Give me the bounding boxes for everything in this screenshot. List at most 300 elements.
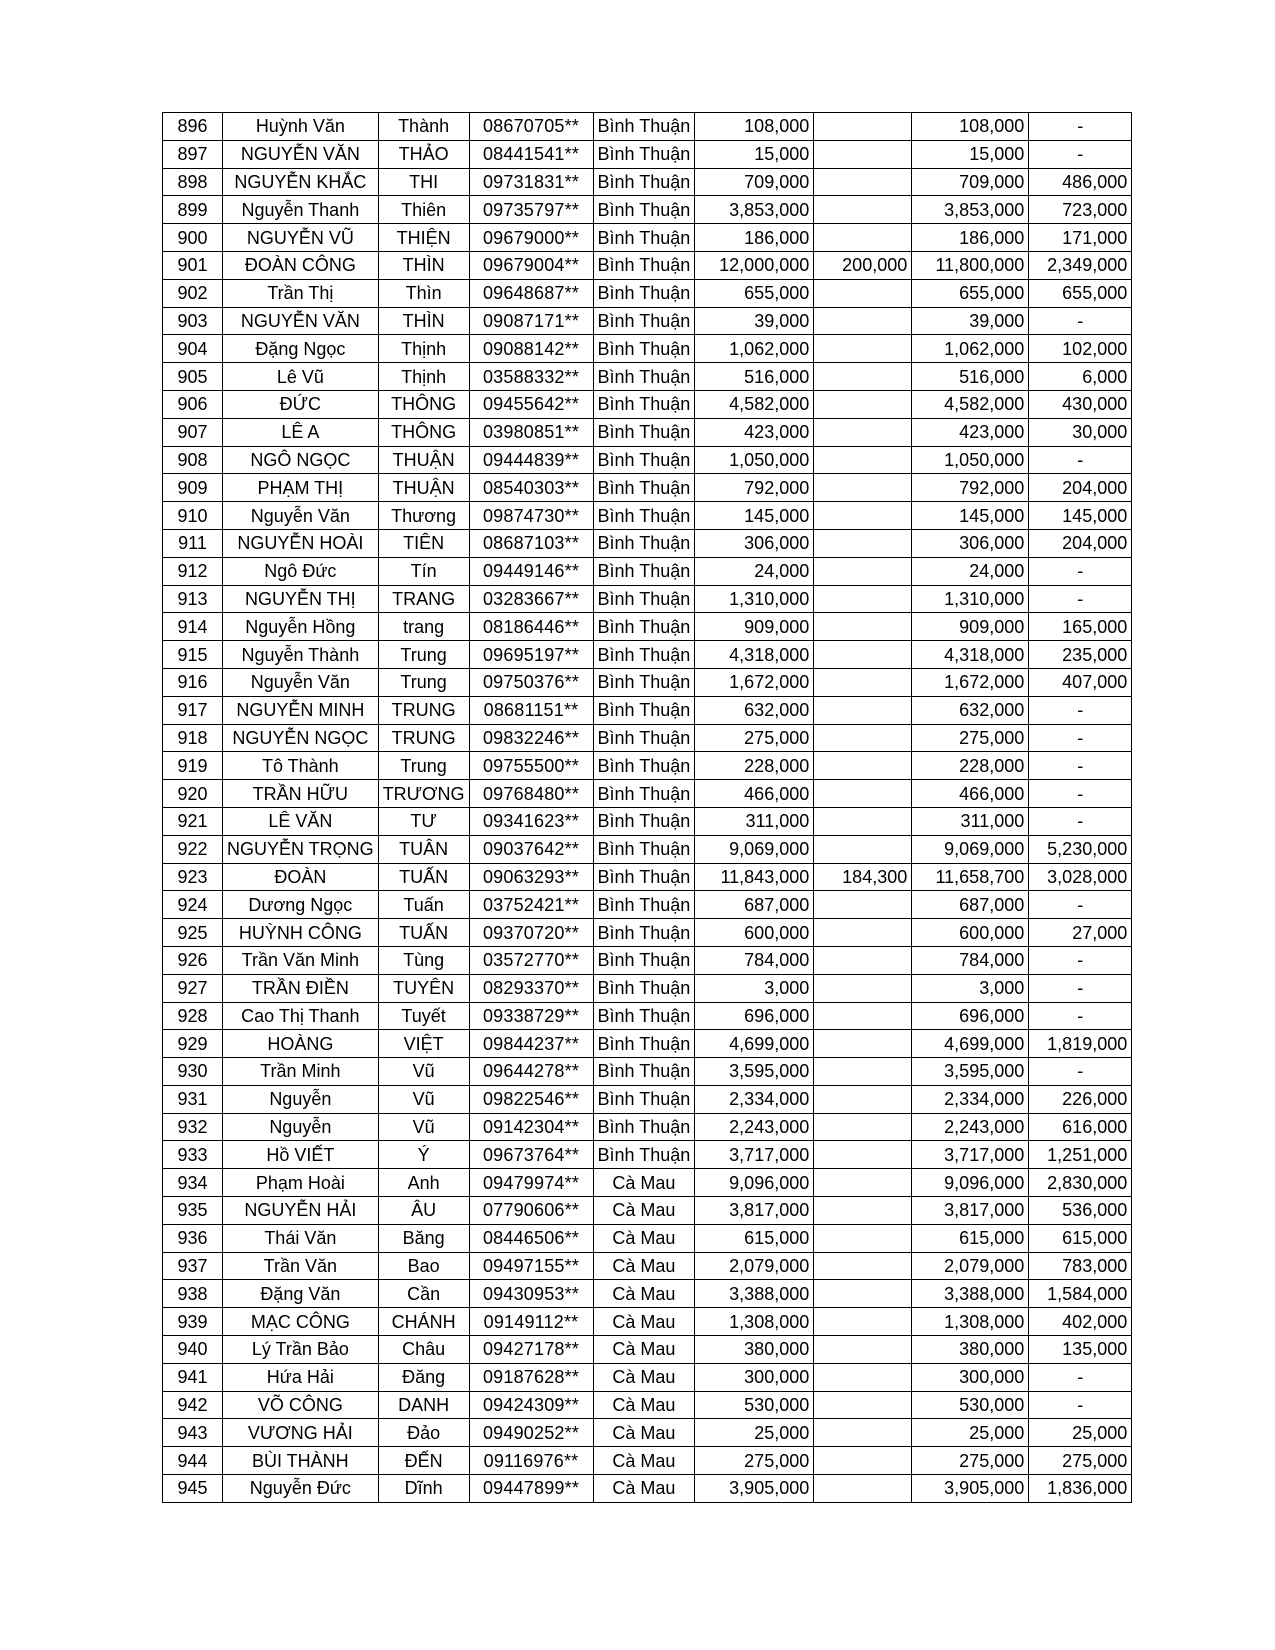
amount-remaining-cell: 171,000: [1029, 224, 1132, 252]
amount-total-cell: 24,000: [695, 557, 814, 585]
amount-total-cell: 4,699,000: [695, 1030, 814, 1058]
first-name-cell: Thiên: [378, 196, 469, 224]
first-name-cell: THÔNG: [378, 418, 469, 446]
amount-deducted-cell: [814, 168, 912, 196]
row-number-cell: 905: [163, 363, 223, 391]
phone-number-cell: 09447899**: [469, 1475, 593, 1503]
phone-number-cell: 09695197**: [469, 641, 593, 669]
table-row: [163, 1224, 1132, 1252]
amount-remaining-cell: -: [1029, 113, 1132, 141]
phone-number-cell: 09479974**: [469, 1169, 593, 1197]
table-row: [163, 113, 1132, 141]
phone-number-cell: 09142304**: [469, 1113, 593, 1141]
province-cell: Bình Thuận: [593, 919, 695, 947]
last-middle-name-cell: Đặng Ngọc: [223, 335, 379, 363]
amount-deducted-cell: [814, 335, 912, 363]
amount-total-cell: 3,595,000: [695, 1058, 814, 1086]
first-name-cell: THÔNG: [378, 390, 469, 418]
amount-remaining-cell: -: [1029, 946, 1132, 974]
amount-remaining-cell: 102,000: [1029, 335, 1132, 363]
province-cell: Bình Thuận: [593, 1002, 695, 1030]
amount-remaining-cell: 1,836,000: [1029, 1475, 1132, 1503]
amount-total-cell: 600,000: [695, 919, 814, 947]
amount-remaining-cell: -: [1029, 585, 1132, 613]
row-number-cell: 899: [163, 196, 223, 224]
table-row: [163, 1280, 1132, 1308]
amount-remaining-cell: 30,000: [1029, 418, 1132, 446]
amount-net-cell: 615,000: [912, 1224, 1029, 1252]
phone-number-cell: 09338729**: [469, 1002, 593, 1030]
amount-total-cell: 3,388,000: [695, 1280, 814, 1308]
amount-net-cell: 655,000: [912, 279, 1029, 307]
table-row: [163, 1197, 1132, 1225]
first-name-cell: Thịnh: [378, 363, 469, 391]
first-name-cell: TƯ: [378, 807, 469, 835]
amount-net-cell: 3,388,000: [912, 1280, 1029, 1308]
amount-remaining-cell: 723,000: [1029, 196, 1132, 224]
phone-number-cell: 09679000**: [469, 224, 593, 252]
amount-remaining-cell: -: [1029, 1002, 1132, 1030]
amount-total-cell: 784,000: [695, 946, 814, 974]
amount-total-cell: 466,000: [695, 780, 814, 808]
amount-remaining-cell: 27,000: [1029, 919, 1132, 947]
amount-remaining-cell: 165,000: [1029, 613, 1132, 641]
row-number-cell: 911: [163, 529, 223, 557]
last-middle-name-cell: HUỲNH CÔNG: [223, 919, 379, 947]
amount-total-cell: 145,000: [695, 502, 814, 530]
amount-net-cell: 709,000: [912, 168, 1029, 196]
row-number-cell: 936: [163, 1224, 223, 1252]
amount-net-cell: 2,079,000: [912, 1252, 1029, 1280]
last-middle-name-cell: LÊ A: [223, 418, 379, 446]
amount-total-cell: 1,310,000: [695, 585, 814, 613]
first-name-cell: CHÁNH: [378, 1308, 469, 1336]
table-row: [163, 390, 1132, 418]
amount-remaining-cell: 402,000: [1029, 1308, 1132, 1336]
amount-net-cell: 909,000: [912, 613, 1029, 641]
last-middle-name-cell: NGUYỄN HẢI: [223, 1197, 379, 1225]
phone-number-cell: 08687103**: [469, 529, 593, 557]
amount-deducted-cell: [814, 196, 912, 224]
province-cell: Bình Thuận: [593, 1141, 695, 1169]
province-cell: Bình Thuận: [593, 474, 695, 502]
amount-remaining-cell: -: [1029, 140, 1132, 168]
amount-net-cell: 632,000: [912, 696, 1029, 724]
amount-remaining-cell: 204,000: [1029, 529, 1132, 557]
amount-net-cell: 275,000: [912, 1447, 1029, 1475]
table-row: [163, 891, 1132, 919]
first-name-cell: TUẤN: [378, 863, 469, 891]
province-cell: Bình Thuận: [593, 613, 695, 641]
last-middle-name-cell: MẠC CÔNG: [223, 1308, 379, 1336]
first-name-cell: Ý: [378, 1141, 469, 1169]
last-middle-name-cell: HOÀNG: [223, 1030, 379, 1058]
amount-deducted-cell: [814, 446, 912, 474]
amount-net-cell: 25,000: [912, 1419, 1029, 1447]
row-number-cell: 944: [163, 1447, 223, 1475]
first-name-cell: Thịnh: [378, 335, 469, 363]
amount-remaining-cell: -: [1029, 974, 1132, 1002]
amount-total-cell: 1,672,000: [695, 668, 814, 696]
province-cell: Bình Thuận: [593, 974, 695, 1002]
last-middle-name-cell: LÊ VĂN: [223, 807, 379, 835]
first-name-cell: Anh: [378, 1169, 469, 1197]
last-middle-name-cell: PHẠM THỊ: [223, 474, 379, 502]
province-cell: Cà Mau: [593, 1308, 695, 1336]
row-number-cell: 933: [163, 1141, 223, 1169]
amount-net-cell: 784,000: [912, 946, 1029, 974]
amount-deducted-cell: [814, 307, 912, 335]
table-row: [163, 446, 1132, 474]
row-number-cell: 940: [163, 1336, 223, 1364]
amount-remaining-cell: 616,000: [1029, 1113, 1132, 1141]
phone-number-cell: 08186446**: [469, 613, 593, 641]
last-middle-name-cell: Nguyễn Đức: [223, 1475, 379, 1503]
amount-remaining-cell: -: [1029, 1363, 1132, 1391]
table-row: [163, 224, 1132, 252]
last-middle-name-cell: NGUYỄN MINH: [223, 696, 379, 724]
table-row: [163, 1336, 1132, 1364]
phone-number-cell: 09731831**: [469, 168, 593, 196]
amount-net-cell: 15,000: [912, 140, 1029, 168]
province-cell: Bình Thuận: [593, 863, 695, 891]
first-name-cell: Đảo: [378, 1419, 469, 1447]
first-name-cell: THUẬN: [378, 446, 469, 474]
amount-total-cell: 1,062,000: [695, 335, 814, 363]
amount-total-cell: 275,000: [695, 724, 814, 752]
phone-number-cell: 03283667**: [469, 585, 593, 613]
amount-remaining-cell: 5,230,000: [1029, 835, 1132, 863]
amount-total-cell: 25,000: [695, 1419, 814, 1447]
amount-deducted-cell: [814, 1280, 912, 1308]
amount-total-cell: 530,000: [695, 1391, 814, 1419]
province-cell: Cà Mau: [593, 1336, 695, 1364]
row-number-cell: 945: [163, 1475, 223, 1503]
province-cell: Bình Thuận: [593, 1030, 695, 1058]
province-cell: Cà Mau: [593, 1280, 695, 1308]
amount-deducted-cell: [814, 780, 912, 808]
row-number-cell: 934: [163, 1169, 223, 1197]
table-row: [163, 1475, 1132, 1503]
row-number-cell: 926: [163, 946, 223, 974]
province-cell: Cà Mau: [593, 1197, 695, 1225]
amount-net-cell: 516,000: [912, 363, 1029, 391]
last-middle-name-cell: Nguyễn Hồng: [223, 613, 379, 641]
amount-deducted-cell: [814, 1475, 912, 1503]
row-number-cell: 918: [163, 724, 223, 752]
table-row: [163, 946, 1132, 974]
amount-net-cell: 3,905,000: [912, 1475, 1029, 1503]
last-middle-name-cell: NGUYỄN THỊ: [223, 585, 379, 613]
row-number-cell: 922: [163, 835, 223, 863]
row-number-cell: 935: [163, 1197, 223, 1225]
last-middle-name-cell: VƯƠNG HẢI: [223, 1419, 379, 1447]
table-row: [163, 807, 1132, 835]
phone-number-cell: 09116976**: [469, 1447, 593, 1475]
phone-number-cell: 09735797**: [469, 196, 593, 224]
row-number-cell: 900: [163, 224, 223, 252]
amount-deducted-cell: [814, 474, 912, 502]
amount-net-cell: 3,717,000: [912, 1141, 1029, 1169]
amount-net-cell: 3,595,000: [912, 1058, 1029, 1086]
phone-number-cell: 09822546**: [469, 1085, 593, 1113]
amount-remaining-cell: -: [1029, 446, 1132, 474]
table-body: [163, 113, 1132, 1503]
phone-number-cell: 03572770**: [469, 946, 593, 974]
first-name-cell: THÌN: [378, 307, 469, 335]
table-row: [163, 724, 1132, 752]
table-row: [163, 1419, 1132, 1447]
first-name-cell: VIỆT: [378, 1030, 469, 1058]
amount-net-cell: 300,000: [912, 1363, 1029, 1391]
amount-deducted-cell: [814, 946, 912, 974]
amount-net-cell: 1,308,000: [912, 1308, 1029, 1336]
amount-deducted-cell: [814, 1363, 912, 1391]
phone-number-cell: 09187628**: [469, 1363, 593, 1391]
table-row: [163, 529, 1132, 557]
last-middle-name-cell: NGUYỄN VŨ: [223, 224, 379, 252]
row-number-cell: 931: [163, 1085, 223, 1113]
amount-deducted-cell: [814, 1419, 912, 1447]
table-row: [163, 752, 1132, 780]
province-cell: Bình Thuận: [593, 724, 695, 752]
amount-remaining-cell: -: [1029, 557, 1132, 585]
phone-number-cell: 09449146**: [469, 557, 593, 585]
last-middle-name-cell: NGUYỄN VĂN: [223, 307, 379, 335]
amount-total-cell: 306,000: [695, 529, 814, 557]
table-row: [163, 1363, 1132, 1391]
province-cell: Bình Thuận: [593, 557, 695, 585]
amount-net-cell: 11,658,700: [912, 863, 1029, 891]
province-cell: Bình Thuận: [593, 140, 695, 168]
first-name-cell: Vũ: [378, 1113, 469, 1141]
row-number-cell: 932: [163, 1113, 223, 1141]
province-cell: Bình Thuận: [593, 891, 695, 919]
amount-deducted-cell: [814, 1002, 912, 1030]
province-cell: Bình Thuận: [593, 113, 695, 141]
amount-deducted-cell: [814, 1058, 912, 1086]
amount-net-cell: 39,000: [912, 307, 1029, 335]
last-middle-name-cell: TRẦN ĐIỀN: [223, 974, 379, 1002]
last-middle-name-cell: Phạm Hoài: [223, 1169, 379, 1197]
table-row: [163, 307, 1132, 335]
phone-number-cell: 09644278**: [469, 1058, 593, 1086]
table-row: [163, 1252, 1132, 1280]
first-name-cell: ĐẾN: [378, 1447, 469, 1475]
row-number-cell: 919: [163, 752, 223, 780]
first-name-cell: Trung: [378, 752, 469, 780]
last-middle-name-cell: Hồ VIẾT: [223, 1141, 379, 1169]
phone-number-cell: 09673764**: [469, 1141, 593, 1169]
amount-remaining-cell: 615,000: [1029, 1224, 1132, 1252]
amount-total-cell: 2,243,000: [695, 1113, 814, 1141]
amount-deducted-cell: [814, 363, 912, 391]
amount-remaining-cell: 226,000: [1029, 1085, 1132, 1113]
amount-deducted-cell: [814, 1447, 912, 1475]
row-number-cell: 938: [163, 1280, 223, 1308]
amount-deducted-cell: [814, 807, 912, 835]
amount-total-cell: 696,000: [695, 1002, 814, 1030]
last-middle-name-cell: NGUYỄN KHẮC: [223, 168, 379, 196]
first-name-cell: THUẬN: [378, 474, 469, 502]
table-row: [163, 974, 1132, 1002]
phone-number-cell: 08681151**: [469, 696, 593, 724]
province-cell: Cà Mau: [593, 1169, 695, 1197]
amount-deducted-cell: [814, 724, 912, 752]
last-middle-name-cell: ĐOÀN CÔNG: [223, 251, 379, 279]
amount-deducted-cell: [814, 113, 912, 141]
amount-total-cell: 2,079,000: [695, 1252, 814, 1280]
amount-deducted-cell: [814, 1030, 912, 1058]
province-cell: Bình Thuận: [593, 752, 695, 780]
phone-number-cell: 09455642**: [469, 390, 593, 418]
amount-total-cell: 380,000: [695, 1336, 814, 1364]
table-row: [163, 168, 1132, 196]
amount-net-cell: 186,000: [912, 224, 1029, 252]
row-number-cell: 915: [163, 641, 223, 669]
province-cell: Bình Thuận: [593, 1113, 695, 1141]
row-number-cell: 906: [163, 390, 223, 418]
amount-deducted-cell: [814, 1197, 912, 1225]
amount-net-cell: 423,000: [912, 418, 1029, 446]
last-middle-name-cell: Trần Văn Minh: [223, 946, 379, 974]
phone-number-cell: 03752421**: [469, 891, 593, 919]
amount-net-cell: 4,699,000: [912, 1030, 1029, 1058]
last-middle-name-cell: NGUYỄN VĂN: [223, 140, 379, 168]
amount-remaining-cell: 486,000: [1029, 168, 1132, 196]
amount-deducted-cell: [814, 668, 912, 696]
province-cell: Bình Thuận: [593, 696, 695, 724]
amount-total-cell: 792,000: [695, 474, 814, 502]
table-row: [163, 1085, 1132, 1113]
first-name-cell: TUẤN: [378, 919, 469, 947]
amount-remaining-cell: -: [1029, 1058, 1132, 1086]
province-cell: Bình Thuận: [593, 502, 695, 530]
first-name-cell: Vũ: [378, 1058, 469, 1086]
amount-total-cell: 909,000: [695, 613, 814, 641]
last-middle-name-cell: Tô Thành: [223, 752, 379, 780]
row-number-cell: 920: [163, 780, 223, 808]
row-number-cell: 941: [163, 1363, 223, 1391]
province-cell: Cà Mau: [593, 1224, 695, 1252]
amount-deducted-cell: [814, 752, 912, 780]
table-row: [163, 668, 1132, 696]
first-name-cell: THẢO: [378, 140, 469, 168]
first-name-cell: TRANG: [378, 585, 469, 613]
amount-total-cell: 9,096,000: [695, 1169, 814, 1197]
phone-number-cell: 08441541**: [469, 140, 593, 168]
row-number-cell: 909: [163, 474, 223, 502]
amount-remaining-cell: 235,000: [1029, 641, 1132, 669]
table-row: [163, 863, 1132, 891]
first-name-cell: TRƯƠNG: [378, 780, 469, 808]
amount-net-cell: 108,000: [912, 113, 1029, 141]
amount-remaining-cell: 1,251,000: [1029, 1141, 1132, 1169]
amount-net-cell: 530,000: [912, 1391, 1029, 1419]
amount-net-cell: 145,000: [912, 502, 1029, 530]
table-row: [163, 1391, 1132, 1419]
amount-net-cell: 275,000: [912, 724, 1029, 752]
first-name-cell: Thương: [378, 502, 469, 530]
amount-remaining-cell: -: [1029, 891, 1132, 919]
province-cell: Cà Mau: [593, 1363, 695, 1391]
amount-total-cell: 4,318,000: [695, 641, 814, 669]
amount-deducted-cell: 184,300: [814, 863, 912, 891]
province-cell: Cà Mau: [593, 1447, 695, 1475]
amount-net-cell: 9,096,000: [912, 1169, 1029, 1197]
phone-number-cell: 03980851**: [469, 418, 593, 446]
amount-remaining-cell: -: [1029, 307, 1132, 335]
province-cell: Bình Thuận: [593, 835, 695, 863]
amount-net-cell: 1,672,000: [912, 668, 1029, 696]
table-row: [163, 363, 1132, 391]
table-row: [163, 696, 1132, 724]
phone-number-cell: 09832246**: [469, 724, 593, 752]
phone-number-cell: 09087171**: [469, 307, 593, 335]
amount-total-cell: 687,000: [695, 891, 814, 919]
amount-remaining-cell: 655,000: [1029, 279, 1132, 307]
province-cell: Bình Thuận: [593, 390, 695, 418]
amount-deducted-cell: [814, 1252, 912, 1280]
amount-total-cell: 4,582,000: [695, 390, 814, 418]
amount-total-cell: 709,000: [695, 168, 814, 196]
last-middle-name-cell: ĐOÀN: [223, 863, 379, 891]
table-row: [163, 1030, 1132, 1058]
row-number-cell: 902: [163, 279, 223, 307]
amount-remaining-cell: 536,000: [1029, 1197, 1132, 1225]
amount-remaining-cell: -: [1029, 696, 1132, 724]
phone-number-cell: 08540303**: [469, 474, 593, 502]
amount-total-cell: 423,000: [695, 418, 814, 446]
amount-total-cell: 3,905,000: [695, 1475, 814, 1503]
row-number-cell: 897: [163, 140, 223, 168]
last-middle-name-cell: Ngô Đức: [223, 557, 379, 585]
last-middle-name-cell: ĐỨC: [223, 390, 379, 418]
row-number-cell: 924: [163, 891, 223, 919]
amount-total-cell: 11,843,000: [695, 863, 814, 891]
amount-total-cell: 2,334,000: [695, 1085, 814, 1113]
last-middle-name-cell: Lê Vũ: [223, 363, 379, 391]
row-number-cell: 927: [163, 974, 223, 1002]
province-cell: Bình Thuận: [593, 335, 695, 363]
first-name-cell: Bao: [378, 1252, 469, 1280]
table-row: [163, 140, 1132, 168]
amount-remaining-cell: 3,028,000: [1029, 863, 1132, 891]
last-middle-name-cell: NGUYỄN HOÀI: [223, 529, 379, 557]
last-middle-name-cell: BÙI THÀNH: [223, 1447, 379, 1475]
row-number-cell: 908: [163, 446, 223, 474]
amount-deducted-cell: [814, 1141, 912, 1169]
amount-total-cell: 3,817,000: [695, 1197, 814, 1225]
records-table: [162, 112, 1132, 1503]
amount-net-cell: 311,000: [912, 807, 1029, 835]
amount-net-cell: 600,000: [912, 919, 1029, 947]
amount-net-cell: 4,582,000: [912, 390, 1029, 418]
amount-remaining-cell: 407,000: [1029, 668, 1132, 696]
first-name-cell: Tuấn: [378, 891, 469, 919]
last-middle-name-cell: Đặng Văn: [223, 1280, 379, 1308]
phone-number-cell: 09088142**: [469, 335, 593, 363]
phone-number-cell: 09497155**: [469, 1252, 593, 1280]
province-cell: Bình Thuận: [593, 307, 695, 335]
province-cell: Bình Thuận: [593, 168, 695, 196]
amount-remaining-cell: 6,000: [1029, 363, 1132, 391]
row-number-cell: 901: [163, 251, 223, 279]
row-number-cell: 925: [163, 919, 223, 947]
amount-net-cell: 3,000: [912, 974, 1029, 1002]
last-middle-name-cell: NGUYỄN TRỌNG: [223, 835, 379, 863]
table-row: [163, 835, 1132, 863]
